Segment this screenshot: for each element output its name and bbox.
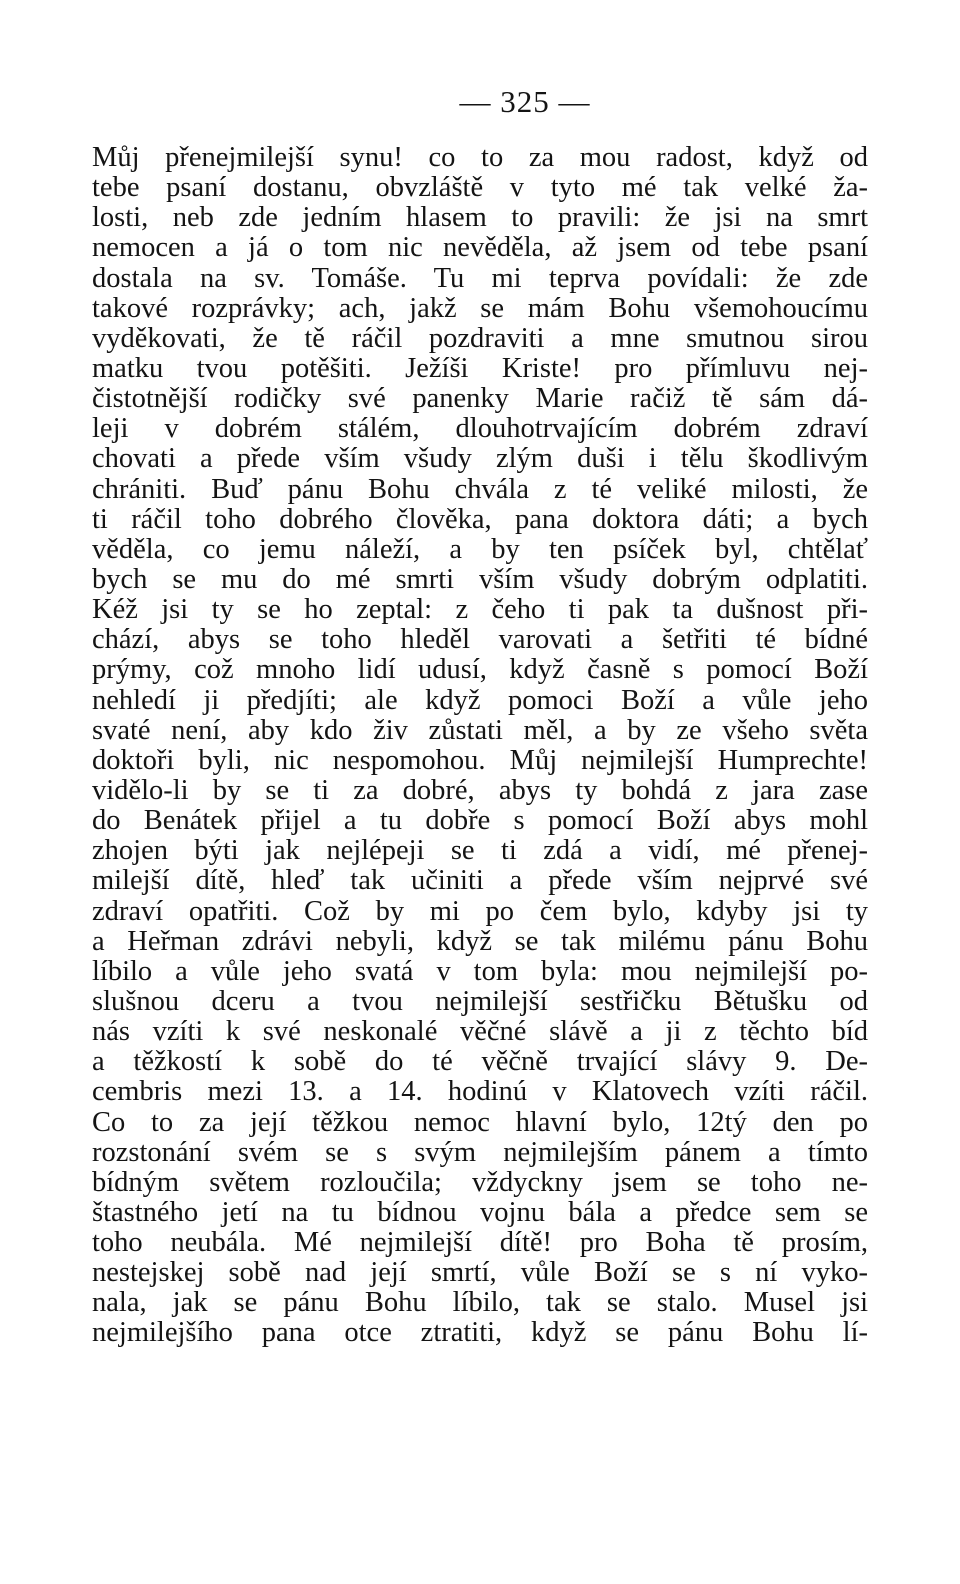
text-line: čistotnější rodičky své panenky Marie račiž tě sám dá-	[92, 383, 868, 415]
text-line: zdraví opatřiti. Což by mi po čem bylo, kdyby jsi ty	[92, 895, 868, 927]
text-line: nehledí ji předjíti; ale když pomoci Boží a vůle jeho	[92, 684, 868, 716]
text-line: zhojen býti jak nejlépeji se ti zdá a vidí, mé přenej-	[92, 835, 868, 867]
text-line: Kéž jsi ty se ho zeptal: z čeho ti pak ta dušnost při-	[92, 594, 868, 626]
text-line: chovati a přede vším všudy zlým duši i tělu škodlivým	[92, 443, 868, 475]
body-text	[92, 143, 868, 1349]
text-line: svaté není, aby kdo živ zůstati měl, a by ze všeho světa	[92, 714, 868, 746]
text-line: rozstonání svém se s svým nejmilejším pánem a tímto	[92, 1136, 868, 1168]
text-line: cembris mezi 13. a 14. hodinú v Klatovech vzíti ráčil.	[92, 1076, 868, 1108]
text-line: takové rozprávky; ach, jakž se mám Bohu všemohoucímu	[92, 292, 868, 324]
text-line: prýmy, což mnoho lidí udusí, když časně s pomocí Boží	[92, 654, 868, 686]
text-line: bych se mu do mé smrti vším všudy dobrým odplatiti.	[92, 563, 868, 595]
text-line: chrániti. Buď pánu Bohu chvála z té veliké milosti, že	[92, 473, 868, 505]
text-line: a těžkostí k sobě do té věčně trvající slávy 9. De-	[92, 1046, 868, 1078]
text-line: Co to za její těžkou nemoc hlavní bylo, 12tý den po	[92, 1106, 868, 1138]
text-line: nejmilejšího pana otce ztratiti, když se pánu Bohu lí-	[92, 1317, 868, 1349]
text-line: vidělo-li by se ti za dobré, abys ty bohdá z jara zase	[92, 774, 868, 806]
text-line: toho neubála. Mé nejmilejší dítě! pro Boha tě prosím,	[92, 1227, 868, 1259]
text-line: do Benátek přijel a tu dobře s pomocí Boží abys mohl	[92, 805, 868, 837]
text-line: vyděkovati, že tě ráčil pozdraviti a mne smutnou sirou	[92, 322, 868, 354]
text-line: nás vzíti k své neskonalé věčné slávě a ji z těchto bíd	[92, 1016, 868, 1048]
text-line: doktoři byli, nic nespomohou. Můj nejmilejší Humprechte!	[92, 744, 868, 776]
text-line: slušnou dceru a tvou nejmilejší sestřičku Bětušku od	[92, 985, 868, 1017]
text-line: ti ráčil toho dobrého člověka, pana doktora dáti; a bych	[92, 503, 868, 535]
text-line: dostala na sv. Tomáše. Tu mi teprva povídali: že zde	[92, 262, 868, 294]
text-line: věděla, co jemu náleží, a by ten psíček byl, chtělať	[92, 533, 868, 565]
text-line: štastného jetí na tu bídnou vojnu bála a předce sem se	[92, 1196, 868, 1228]
text-line: nestejskej sobě nad její smrtí, vůle Boží se s ní vyko-	[92, 1257, 868, 1289]
text-line: líbilo a vůle jeho svatá v tom byla: mou nejmilejší po-	[92, 955, 868, 987]
text-line: losti, neb zde jedním hlasem to pravili: že jsi na smrt	[92, 202, 868, 234]
text-line: nemocen a já o tom nic nevěděla, až jsem od tebe psaní	[92, 232, 868, 264]
text-line: a Heřman zdrávi nebyli, když se tak milému pánu Bohu	[92, 925, 868, 957]
text-line: tebe psaní dostanu, obvzláště v tyto mé tak velké ža-	[92, 172, 868, 204]
text-line: Můj přenejmilejší synu! co to za mou radost, když od	[92, 142, 868, 173]
text-line: bídným světem rozloučila; vždyckny jsem se toho ne-	[92, 1166, 868, 1198]
text-line: leji v dobrém stálém, dlouhotrvajícím dobrém zdraví	[92, 413, 868, 445]
page-number: — 325 —	[459, 84, 591, 119]
text-line: nala, jak se pánu Bohu líbilo, tak se stalo. Musel jsi	[92, 1287, 868, 1319]
text-line: chází, abys se toho hleděl varovati a šetřiti té bídné	[92, 624, 868, 656]
text-line: matku tvou potěšiti. Ježíši Kriste! pro přímluvu nej-	[92, 352, 868, 384]
text-line: milejší dítě, hleď tak učiniti a přede vším nejprvé své	[92, 865, 868, 897]
